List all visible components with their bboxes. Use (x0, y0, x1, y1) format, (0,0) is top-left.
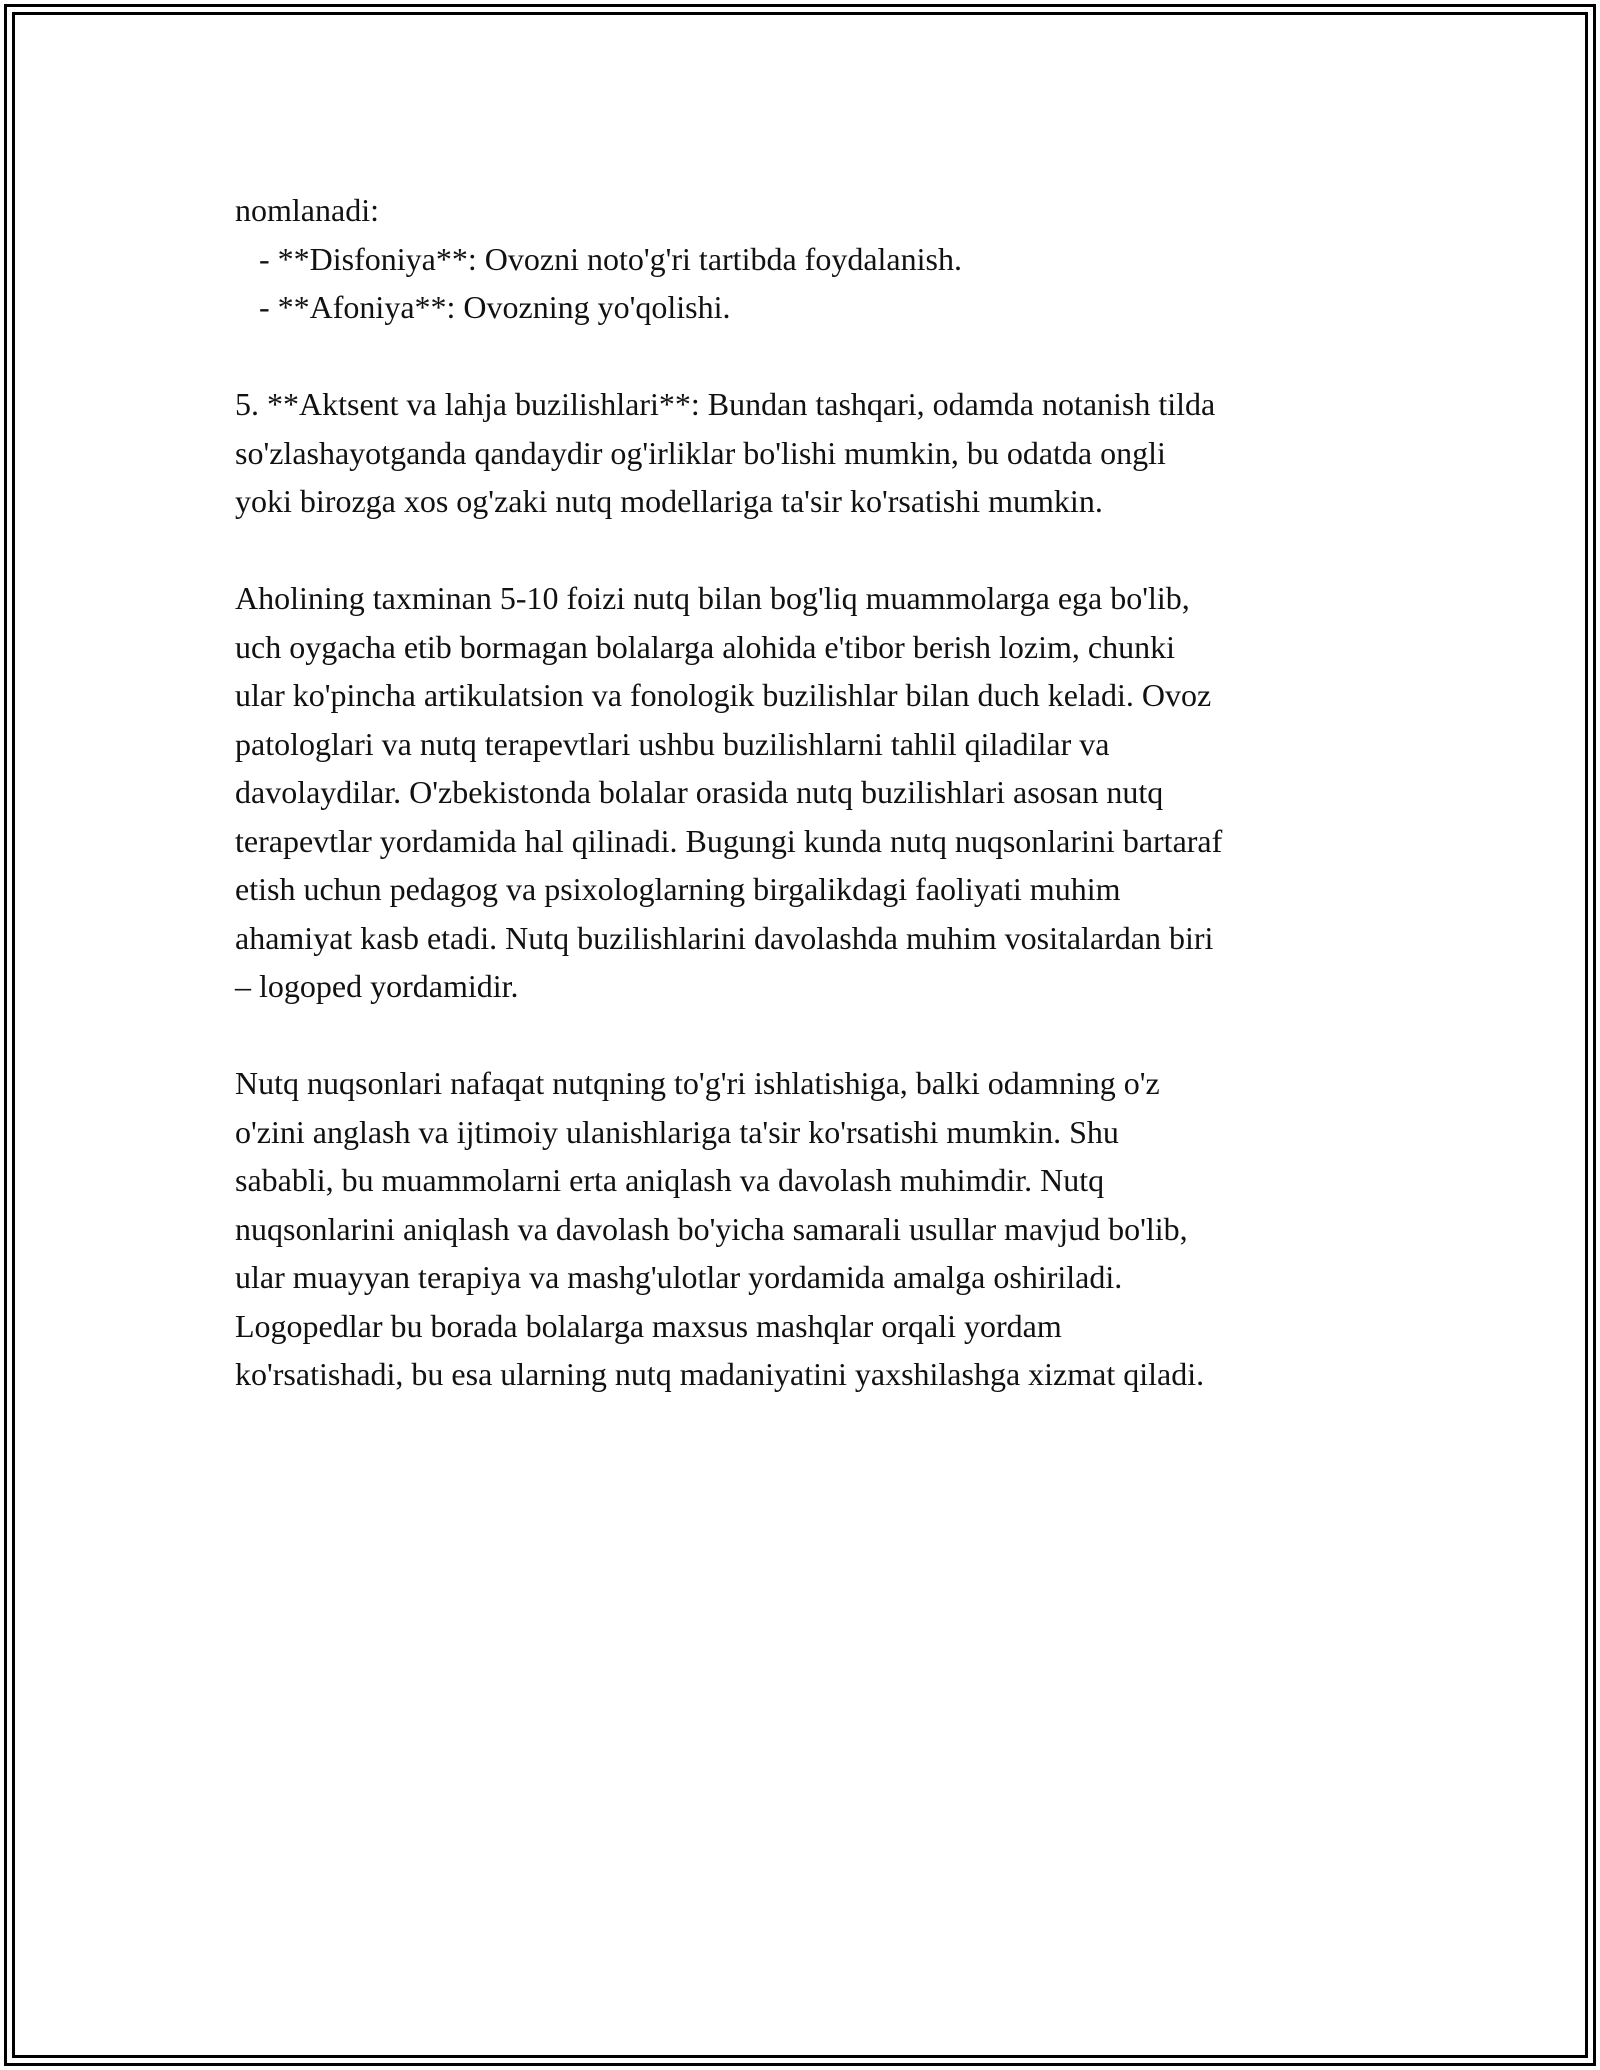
document-body (235, 186, 1370, 1399)
text-line: yoki birozga xos og'zaki nutq modellariga ta'sir ko'rsatishi mumkin. (235, 483, 1103, 519)
text-line: o'zini anglash va ijtimoiy ulanishlariga ta'sir ko'rsatishi mumkin. Shu (235, 1113, 1119, 1150)
paragraph-impact (235, 1059, 1370, 1399)
text-line: terapevtlar yordamida hal qilinadi. Bugungi kunda nutq nuqsonlarini bartaraf (235, 822, 1223, 859)
text-line: ular ko'pincha artikulatsion va fonologik buzilishlar bilan duch keladi. Ovoz (235, 677, 1212, 713)
text-line: Nutq nuqsonlari nafaqat nutqning to'g'ri ishlatishiga, balki odamning o'z (235, 1065, 1160, 1101)
numbered-item-5 (235, 380, 1370, 526)
text-line: nomlanadi: (235, 192, 379, 228)
text-line: 5. **Aktsent va lahja buzilishlari**: Bundan tashqari, odamda notanish tilda (235, 386, 1216, 422)
list-item-disfoniya: - **Disfoniya**: Ovozni noto'g'ri tartibda foydalanish. (235, 240, 962, 277)
text-line: Aholining taxminan 5-10 foizi nutq bilan bog'liq muammolarga ega bo'lib, (235, 580, 1190, 616)
text-line: ular muayyan terapiya va mashg'ulotlar yordamida amalga oshiriladi. (235, 1259, 1123, 1295)
paragraph-gap (235, 526, 1370, 575)
text-line: – logoped yordamidir. (235, 968, 519, 1004)
list-item-afoniya: - **Afoniya**: Ovozning yo'qolishi. (235, 289, 731, 325)
intro-block (235, 186, 1370, 332)
text-line: so'zlashayotganda qandaydir og'irliklar bo'lishi mumkin, bu odatda ongli (235, 434, 1166, 471)
paragraph-prevalence (235, 574, 1370, 1011)
text-line: nuqsonlarini aniqlash va davolash bo'yicha samarali usullar mavjud bo'lib, (235, 1210, 1188, 1247)
text-line: sababli, bu muammolarni erta aniqlash va davolash muhimdir. Nutq (235, 1162, 1105, 1198)
text-line: Logopedlar bu borada bolalarga maxsus mashqlar orqali yordam (235, 1307, 1062, 1344)
text-line: patologlari va nutq terapevtlari ushbu buzilishlarni tahlil qiladilar va (235, 725, 1110, 762)
text-line: ahamiyat kasb etadi. Nutq buzilishlarini davolashda muhim vositalardan biri (235, 919, 1214, 956)
text-line: davolaydilar. O'zbekistonda bolalar orasida nutq buzilishlari asosan nutq (235, 774, 1164, 810)
paragraph-gap (235, 1011, 1370, 1060)
text-line: etish uchun pedagog va psixologlarning birgalikdagi faoliyati muhim (235, 871, 1121, 907)
paragraph-gap (235, 332, 1370, 381)
text-line: uch oygacha etib bormagan bolalarga alohida e'tibor berish lozim, chunki (235, 628, 1175, 665)
text-line: ko'rsatishadi, bu esa ularning nutq madaniyatini yaxshilashga xizmat qiladi. (235, 1356, 1205, 1392)
